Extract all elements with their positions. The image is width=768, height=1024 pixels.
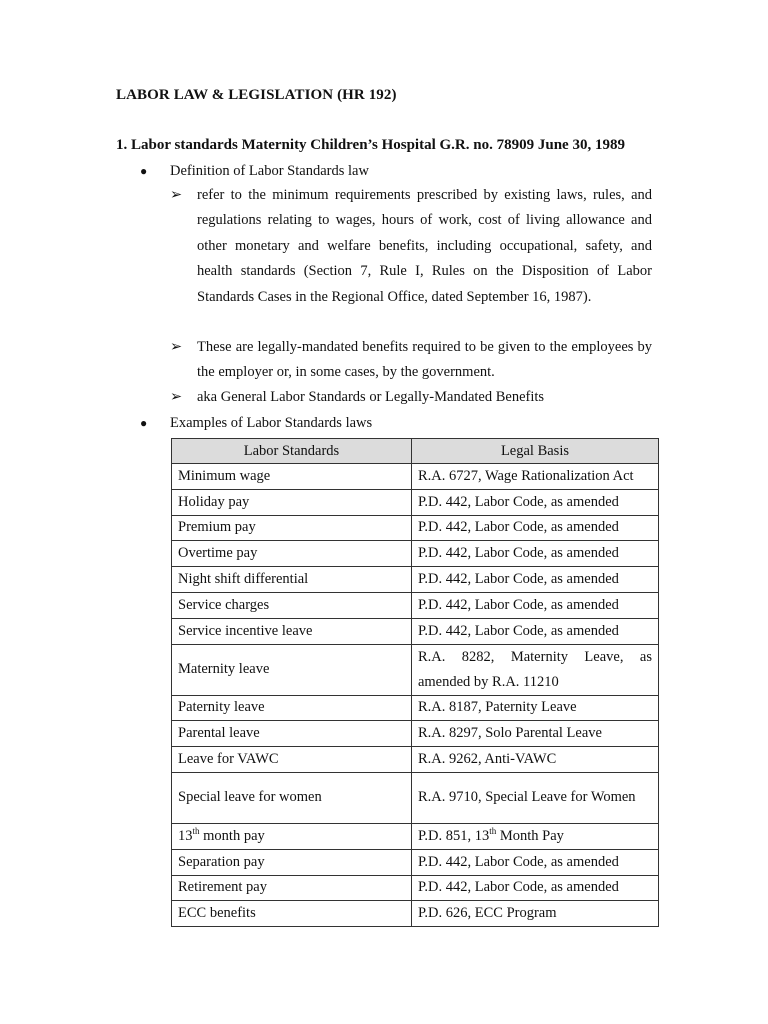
- legal-basis-cell: R.A. 9262, Anti-VAWC: [411, 747, 658, 773]
- bullet-icon: ●: [140, 416, 148, 430]
- bullet-definition-text: Definition of Labor Standards law: [170, 163, 369, 179]
- legal-basis-cell: P.D. 442, Labor Code, as amended: [411, 541, 658, 567]
- section-heading: 1. Labor standards Maternity Children’s Hospital G.R. no. 78909 June 30, 1989: [116, 137, 625, 153]
- bullet-examples-text: Examples of Labor Standards laws: [170, 415, 373, 431]
- column-header-legal-basis: Legal Basis: [411, 439, 658, 464]
- labor-standard-cell: Holiday pay: [172, 489, 412, 515]
- table-row: [172, 464, 659, 490]
- legal-basis-cell: P.D. 442, Labor Code, as amended: [411, 515, 658, 541]
- ordinal-suffix: th: [192, 826, 200, 837]
- legal-basis-cell: R.A. 6727, Wage Rationalization Act: [411, 464, 658, 490]
- arrow-bullet-icon: ➢: [170, 187, 183, 203]
- arrow-bullet-icon: ➢: [170, 389, 183, 405]
- legal-basis-cell: R.A. 8297, Solo Parental Leave: [411, 721, 658, 747]
- arrow-item-text: refer to the minimum requirements prescribed by existing laws, rules, and regulations relating to wages, hours of work, cost of living allowance and other monetary and welfare benefits, including occupational, safety, and health standards (Section 7, Rule I, Rules on the Disposition of Labor Standards Cases in the Regional Office, dated September 16, 1987).: [197, 187, 652, 305]
- table-row: [172, 875, 659, 901]
- labor-standard-cell: Paternity leave: [172, 695, 412, 721]
- table-row: [172, 747, 659, 773]
- legal-basis-cell: R.A. 8187, Paternity Leave: [411, 695, 658, 721]
- table-row: [172, 721, 659, 747]
- bullet-examples: [140, 415, 372, 432]
- ordinal-suffix: th: [489, 826, 497, 837]
- labor-standard-cell: ECC benefits: [172, 901, 412, 927]
- legal-basis-cell: R.A. 9710, Special Leave for Women: [411, 772, 658, 823]
- legal-basis-cell: P.D. 442, Labor Code, as amended: [411, 489, 658, 515]
- document-title: LABOR LAW & LEGISLATION (HR 192): [116, 87, 397, 103]
- labor-standards-table: [171, 438, 659, 927]
- labor-standard-text: month pay: [199, 827, 265, 844]
- legal-basis-cell: [411, 823, 658, 849]
- table-row: [172, 567, 659, 593]
- ordinal-number: 13: [178, 827, 193, 844]
- legal-basis-cell: P.D. 442, Labor Code, as amended: [411, 567, 658, 593]
- bullet-definition: [140, 163, 369, 180]
- labor-standard-cell: Night shift differential: [172, 567, 412, 593]
- legal-basis-cell: P.D. 442, Labor Code, as amended: [411, 618, 658, 644]
- table-row: [172, 901, 659, 927]
- labor-standard-cell: Minimum wage: [172, 464, 412, 490]
- arrow-item-text: aka General Labor Standards or Legally-Mandated Benefits: [197, 389, 545, 405]
- table-row: [172, 772, 659, 823]
- legal-basis-text-rest: Month Pay: [496, 827, 564, 844]
- labor-standard-cell: Special leave for women: [172, 772, 412, 823]
- arrow-item-aka: [170, 385, 652, 410]
- legal-basis-cell: P.D. 442, Labor Code, as amended: [411, 849, 658, 875]
- labor-standard-cell: Parental leave: [172, 721, 412, 747]
- legal-basis-cell: P.D. 442, Labor Code, as amended: [411, 592, 658, 618]
- table-row: [172, 489, 659, 515]
- arrow-bullet-icon: ➢: [170, 339, 183, 355]
- legal-basis-cell: R.A. 8282, Maternity Leave, as amended by R.A. 11210: [411, 644, 658, 695]
- table-row: [172, 541, 659, 567]
- table-row: [172, 592, 659, 618]
- labor-standard-cell: Separation pay: [172, 849, 412, 875]
- table-row: [172, 849, 659, 875]
- table-row: [172, 515, 659, 541]
- labor-standard-cell: Leave for VAWC: [172, 747, 412, 773]
- arrow-item-text: These are legally-mandated benefits required to be given to the employees by the employer or, in some cases, by the government.: [197, 339, 652, 381]
- column-header-labor-standards: Labor Standards: [172, 439, 412, 464]
- bullet-icon: ●: [140, 164, 148, 178]
- labor-standard-cell: Retirement pay: [172, 875, 412, 901]
- arrow-item-benefits: [170, 335, 652, 386]
- table-row: [172, 644, 659, 695]
- labor-standard-cell: Premium pay: [172, 515, 412, 541]
- labor-standard-cell: Overtime pay: [172, 541, 412, 567]
- table-row: [172, 618, 659, 644]
- table-row: [172, 695, 659, 721]
- legal-basis-text: P.D. 851, 13: [417, 827, 490, 844]
- legal-basis-cell: P.D. 626, ECC Program: [411, 901, 658, 927]
- table-header-row: [172, 439, 659, 464]
- labor-standard-cell: Maternity leave: [172, 644, 412, 695]
- table-row: [172, 823, 659, 849]
- arrow-item-definition: [170, 183, 652, 310]
- labor-standard-cell: Service charges: [172, 592, 412, 618]
- labor-standard-cell: [172, 823, 412, 849]
- legal-basis-cell: P.D. 442, Labor Code, as amended: [411, 875, 658, 901]
- labor-standard-cell: Service incentive leave: [172, 618, 412, 644]
